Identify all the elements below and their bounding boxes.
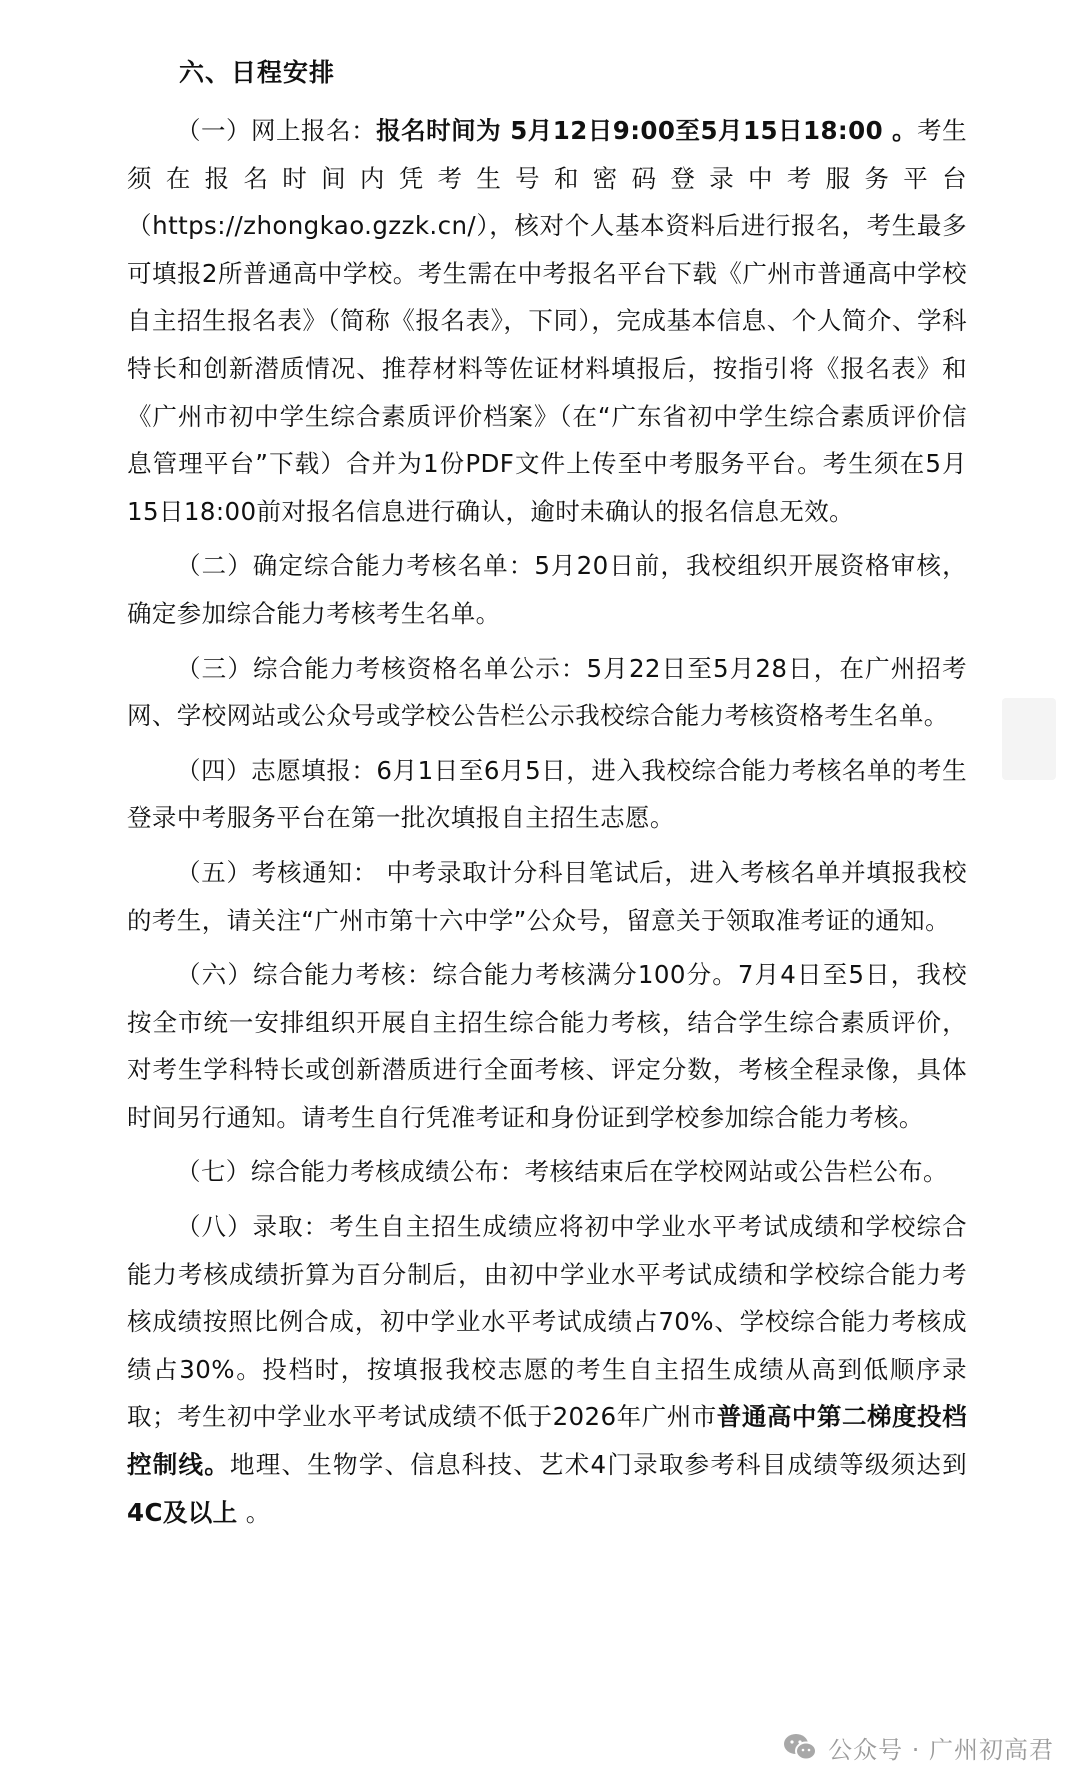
item-registration (127, 107, 967, 535)
document-body (127, 58, 967, 1536)
item-publicity: （三）综合能力考核资格名单公示：5月22日至5月28日，在广州招考网、学校网站或公众号或学校公告栏公示我校综合能力考核资格考生名单。 (127, 653, 967, 731)
section-heading: 六、日程安排 (179, 58, 336, 87)
wechat-icon (782, 1732, 818, 1762)
watermark-text: 公众号 · 广州初高君 (828, 1735, 1054, 1764)
item-8-mid: 地理、生物学、信息科技、艺术4门录取参考科目成绩等级须达到 (230, 1450, 967, 1480)
item-1-registration-time: 报名时间为 5月12日9:00至5月15日18:00 。 (376, 116, 918, 145)
watermark (782, 1729, 1054, 1765)
item-admission (127, 1203, 967, 1536)
item-confirm-list: （二）确定综合能力考核名单：5月20日前，我校组织开展资格审核，确定参加综合能力考核考生名单。 (127, 551, 967, 628)
item-application: （四）志愿填报：6月1日至6月5日，进入我校综合能力考核名单的考生登录中考服务平台在第一批次填报自主招生志愿。 (127, 755, 967, 833)
item-results: （七）综合能力考核成绩公布：考核结束后在学校网站或公告栏公布。 (176, 1157, 948, 1187)
item-notice: （五）考核通知： 中考录取计分科目笔试后，进入考核名单并填报我校的考生，请关注“广州市第十六中学”公众号，留意关于领取准考证的通知。 (127, 857, 967, 935)
item-1-body: 考生须在报名时间内凭考生号和密码登录中考服务平台（https://zhongkao.gzzk.cn/），核对个人基本资料后进行报名，考生最多可填报2所普通高中学校。考生需在中考报名平台下载《广州市普通高中学校自主招生报名表》（简称《报名表》，下同），完成基本信息、个人简介、学科特长和创新潜质情况、推荐材料等佐证材料填报后，按指引将《报名表》和《广州市初中学生综合素质评价档案》（在“广东省初中学生综合素质评价信息管理平台”下载）合并为1份PDF文件上传至中考服务平台。考生须在5月15日18:00前对报名信息进行确认，逾时未确认的报名信息无效。 (127, 116, 967, 526)
faint-overlay-mark (1002, 698, 1056, 780)
item-8-control-line: 普通高中第二梯度投档控制线。 (127, 1402, 967, 1480)
item-1-lead: （一）网上报名： (176, 116, 377, 145)
item-8-lead: （八）录取：考生自主招生成绩应将初中学业水平考试成绩和学校综合能力考核成绩折算为百分制后，由初中学业水平考试成绩和学校综合能力考核成绩按照比例合成，初中学业水平考试成绩占70%、学校综合能力考核成绩占30%。投档时，按填报我校志愿的考生自主招生成绩从高到低顺序录取；考生初中学业水平考试成绩不低于2026年广州市 (127, 1212, 967, 1432)
item-8-grade-requirement: 4C及以上 (127, 1497, 238, 1527)
item-8-tail: 。 (237, 1497, 271, 1527)
item-assessment: （六）综合能力考核：综合能力考核满分100分。7月4日至5日，我校按全市统一安排组织开展自主招生综合能力考核，结合学生综合素质评价，对考生学科特长或创新潜质进行全面考核、评定分数，考核全程录像，具体时间另行通知。请考生自行凭准考证和身份证到学校参加综合能力考核。 (127, 960, 967, 1132)
